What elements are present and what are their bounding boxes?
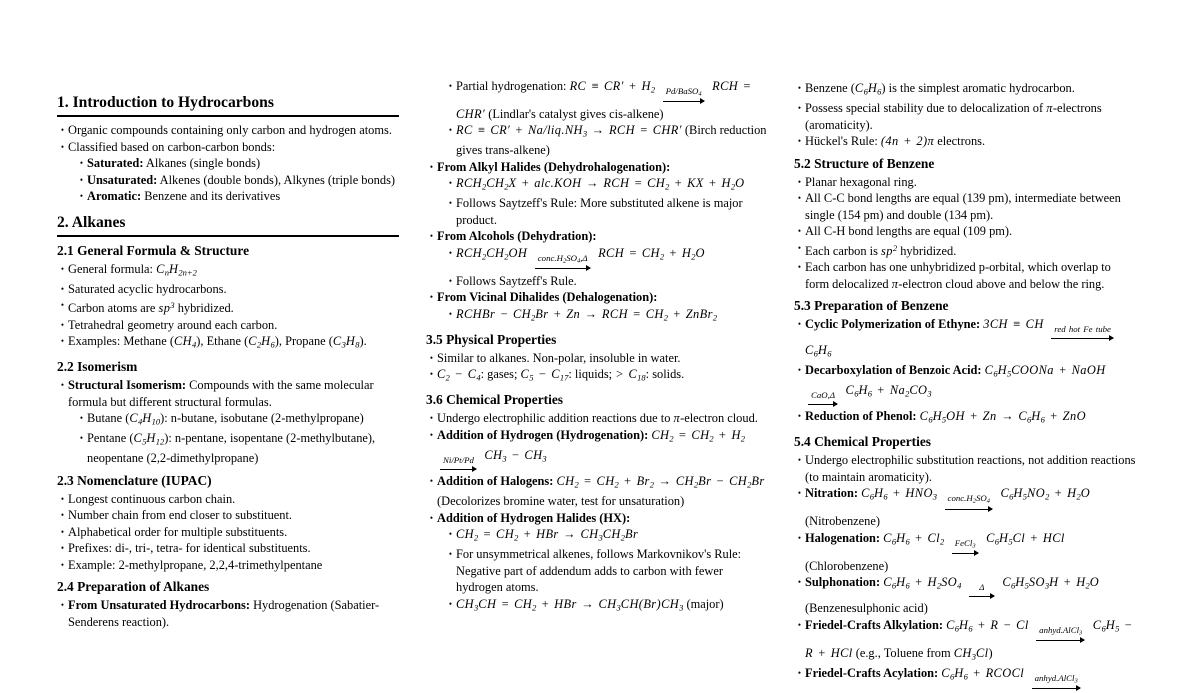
bullet-marker: • <box>797 319 802 329</box>
column-2 <box>426 78 770 616</box>
bullet-marker: • <box>60 283 65 294</box>
section-heading: 2. Alkanes <box>57 213 399 237</box>
bullet-marker: • <box>797 365 802 376</box>
arrow-shaft <box>440 465 477 473</box>
bullet-marker: • <box>429 512 434 523</box>
list-item <box>57 557 399 574</box>
arrow-shaft <box>663 98 705 106</box>
math-formula: $RCH_2CH_2OH$ $conc.H_2SO_4,\Delta$ RCH = $CH_2 + H_2O$ <box>456 246 705 260</box>
bullet-marker: • <box>797 577 802 588</box>
bullet-marker: • <box>797 103 802 113</box>
list-item <box>57 139 399 156</box>
bullet-marker: • <box>429 161 434 172</box>
list-item <box>426 175 770 195</box>
list-item <box>57 122 399 139</box>
reaction-condition-label: $conc.H_2SO_4$ <box>947 493 990 505</box>
bold-term: Addition of Hydrogen (Hydrogenation): <box>437 427 649 442</box>
bullet-marker: • <box>60 600 65 610</box>
list-item <box>57 597 399 630</box>
bullet-marker: • <box>448 598 453 609</box>
list-item-text: Unsaturated: Alkenes (double bonds), Alkynes (triple bonds) <box>87 172 396 187</box>
list-item <box>794 485 1138 529</box>
math-formula: $C_2 - C_4$ <box>437 367 481 383</box>
subsection-heading: 5.3 Preparation of Benzene <box>794 298 949 313</box>
math-formula: $C_6H_6$ + RCOCl anhyd.AlCl$_3$ <box>941 666 1083 680</box>
list-item-text: All C-H bond lengths are equal (109 pm). <box>805 224 1013 238</box>
list-item <box>794 240 1138 260</box>
bullet-marker: • <box>797 532 802 543</box>
reaction-arrow <box>1036 625 1085 645</box>
list-item-text <box>805 362 1138 408</box>
bold-term: Unsaturated: <box>87 172 158 187</box>
list-item-text: Each carbon has one unhybridized p-orbital, which overlap to form delocalized π-electron cloud above and below the ring. <box>805 260 1111 291</box>
subsection-heading: 2.2 Isomerism <box>57 359 138 374</box>
math-formula: $C_6H_6 + R - Cl$ anhyd.AlCl$_3$ $C_6H_5 - R$ + HCl <box>805 617 1133 660</box>
list-item-text: Carbon atoms are $sp^3$ hybridized. <box>68 300 234 315</box>
list-item-text: Classified based on carbon-carbon bonds: <box>68 139 276 154</box>
bullet-marker: • <box>60 493 65 504</box>
list-item-text: Friedel-Crafts Alkylation: $C_6H_6 + R - Cl$ anhyd.AlCl$_3$ $C_6H_5 - R$ + HCl (e.g., Toluene from $CH_3Cl$) <box>805 617 1133 662</box>
bullet-marker: • <box>797 488 802 499</box>
bullet-marker: • <box>60 510 65 520</box>
list-item-text: RC ≡ $CR' + Na/liq.NH_3$ → RCH = CHR′ (Birch reduction gives trans-alkene) <box>456 123 767 158</box>
reaction-condition-label: anhyd.AlCl$_3$ <box>1039 624 1083 637</box>
bullet-marker: • <box>429 231 434 242</box>
list-item-text: Follows Saytzeff's Rule: More substituted alkene is major product. <box>456 196 743 227</box>
bullet-marker: • <box>60 141 65 152</box>
bullet-marker: • <box>797 176 802 187</box>
list-item-text: $C_2 - C_4$: gases; $C_5 - C_{17}$: liquids; > $C_{18}$: solids. <box>437 367 685 383</box>
bullet-marker: • <box>79 191 84 201</box>
reaction-arrow <box>440 455 477 473</box>
list-item <box>794 80 1138 100</box>
reaction-arrow <box>663 86 705 106</box>
list-item-text: Undergo electrophilic addition reactions due to π-electron cloud. <box>437 411 758 426</box>
reaction-condition-label: anhyd.AlCl$_3$ <box>1034 672 1078 685</box>
arrow-shaft <box>808 400 838 408</box>
reaction-arrow <box>1051 324 1114 342</box>
list-item <box>794 316 1138 362</box>
math-formula: $C_4H_{10}$ <box>129 411 161 427</box>
bullet-marker: • <box>79 158 84 168</box>
bullet-marker: • <box>60 319 65 330</box>
list-item-text: General formula: $C_nH_{2n+2}$ <box>68 261 197 277</box>
bullet-marker: • <box>429 413 434 424</box>
list-item <box>426 510 770 527</box>
bullet-marker: • <box>448 178 453 189</box>
list-item-text: Planar hexagonal ring. <box>805 174 917 189</box>
bullet-marker: • <box>797 619 802 630</box>
list-item <box>794 100 1138 133</box>
bullet-marker: • <box>60 300 65 310</box>
bold-term: Nitration: <box>805 486 858 501</box>
bullet-marker: • <box>448 247 453 258</box>
bullet-marker: • <box>797 83 802 93</box>
list-item-text: All C-C bond lengths are equal (139 pm), intermediate between single (154 pm) and double (134 pm). <box>805 191 1121 222</box>
list-item-text: Longest continuous carbon chain. <box>68 491 236 506</box>
math-formula: > $C_{18}$ <box>615 367 646 383</box>
bold-term: Addition of Hydrogen Halides (HX): <box>437 510 631 525</box>
list-item-text: Pentane $(C_5H_{12})$: n-pentane, isopentane (2-methylbutane), neopentane (2,2-dimethylpropane) <box>87 431 376 465</box>
list-item <box>426 122 770 159</box>
list-item <box>57 261 399 281</box>
math-formula: (4n + 2)π <box>880 134 935 148</box>
math-formula: $C_nH_{2n+2}$ <box>156 261 197 277</box>
bullet-marker: • <box>429 369 434 380</box>
math-formula: $C_6H_5COONa$ + NaOH CaO,Δ $C_6H_6 + Na_2CO_3$ <box>805 363 1106 397</box>
bullet-marker: • <box>797 411 802 422</box>
list-item <box>57 317 399 334</box>
list-item <box>57 491 399 508</box>
bullet-marker: • <box>79 174 84 185</box>
math-formula: $CH_4$ <box>173 334 197 350</box>
list-item <box>57 430 399 467</box>
bullet-marker: • <box>448 198 453 209</box>
math-formula: $RCH_2CH_2X + alc.KOH$ → RCH = $CH_2$ + KX + $H_2O$ <box>456 176 745 192</box>
list-item-text <box>437 228 770 245</box>
reaction-condition-label: $conc.H_2SO_4,\Delta$ <box>537 252 588 265</box>
reaction-condition-label: CaO,Δ <box>811 390 836 401</box>
list-item <box>794 223 1138 240</box>
list-item <box>426 473 770 510</box>
list-item <box>426 427 770 473</box>
bold-term: Sulphonation: <box>805 575 881 590</box>
math-formula: π <box>1046 101 1053 115</box>
list-item <box>794 190 1138 223</box>
list-item-text <box>456 245 770 273</box>
reaction-arrow <box>1032 673 1081 693</box>
bold-term: From Vicinal Dihalides (Dehalogenation): <box>437 290 658 305</box>
list-item-text <box>437 427 770 473</box>
list-item <box>426 350 770 367</box>
list-item-text: From Unsaturated Hydrocarbons: Hydrogenation (Sabatier-Senderens reaction). <box>68 598 380 629</box>
math-formula: $C_6H_5OH + Zn \to C_6H_6$ + ZnO <box>919 409 1086 425</box>
math-formula: $CH_2 = CH_2 + H_2$ Ni/Pt/Pd $CH_3 - CH_3$ <box>437 428 745 462</box>
list-item <box>794 574 1138 617</box>
list-item <box>426 195 770 228</box>
arrow-shaft <box>1032 685 1081 693</box>
math-formula: $C_6H_6$ <box>854 81 882 97</box>
bullet-marker: • <box>60 125 65 135</box>
bullet-marker: • <box>429 429 434 440</box>
list-item-text <box>805 408 1138 428</box>
list-item <box>426 410 770 427</box>
subsection-heading: 3.5 Physical Properties <box>426 331 557 347</box>
math-formula: $C_2H_6$ <box>248 334 275 350</box>
list-item-text: $CH_3CH = CH_2$ + HBr → $CH_3CH(Br)CH_3$ (major) <box>456 596 724 613</box>
bold-term: Decarboxylation of Benzoic Acid: <box>805 363 982 378</box>
list-item-text: Benzene $(C_6H_6)$ is the simplest aromatic hydrocarbon. <box>805 81 1075 97</box>
bullet-marker: • <box>60 336 65 346</box>
bullet-marker: • <box>60 559 65 570</box>
bullet-marker: • <box>429 292 434 303</box>
list-item <box>426 306 770 326</box>
math-formula: $C_5 - C_{17}$ <box>520 367 569 383</box>
list-item <box>57 540 399 557</box>
bold-term: From Unsaturated Hydrocarbons: <box>68 598 250 612</box>
math-formula: $C_5H_{12}$ <box>133 431 165 447</box>
subsection-heading: 5.4 Chemical Properties <box>794 434 931 450</box>
bullet-marker: • <box>797 136 802 146</box>
list-item-text: Butane $(C_4H_{10})$: n-butane, isobutane (2-methylpropane) <box>87 411 364 427</box>
reaction-arrow <box>969 582 995 600</box>
list-item <box>57 507 399 524</box>
bullet-marker: • <box>797 667 802 678</box>
math-formula: π <box>891 276 899 291</box>
bullet-marker: • <box>60 263 65 274</box>
list-item <box>426 596 770 616</box>
math-formula: $C_3H_8$ <box>332 334 360 350</box>
list-item <box>426 366 770 386</box>
bullet-marker: • <box>79 413 84 423</box>
math-formula: $sp^3$ <box>158 300 175 315</box>
bullet-marker: • <box>797 455 802 466</box>
list-item <box>57 333 399 353</box>
bullet-marker: • <box>429 476 434 487</box>
list-item <box>57 297 399 317</box>
bullet-marker: • <box>448 308 453 319</box>
bold-term: Cyclic Polymerization of Ethyne: <box>805 317 981 331</box>
math-formula: π <box>673 411 681 426</box>
list-item-text: Similar to alkanes. Non-polar, insoluble in water. <box>437 350 681 365</box>
arrow-shaft <box>1036 637 1085 645</box>
reaction-condition-label: red hot Fe tube <box>1054 324 1111 334</box>
reaction-arrow <box>945 493 993 513</box>
list-item <box>426 546 770 596</box>
bullet-marker: • <box>797 242 802 253</box>
list-item <box>794 133 1138 150</box>
math-formula: $CH_2 = CH_2 + Br_2 \to CH_2Br - CH_2Br$ <box>556 474 765 490</box>
list-item-text: Saturated: Alkanes (single bonds) <box>87 156 261 170</box>
list-item-text: Examples: Methane $(CH_4)$, Ethane $(C_2H_6)$, Propane $(C_3H_8)$. <box>68 334 367 350</box>
arrow-shaft <box>952 550 979 558</box>
bold-term: Halogenation: <box>805 530 881 545</box>
math-formula: RC ≡ $CR' + Na/liq.NH_3$ → RCH = CHR′ <box>456 123 682 139</box>
list-item-text: For unsymmetrical alkenes, follows Markovnikov's Rule: Negative part of addendum adds to carbon with fewer hydrogen atoms. <box>456 547 742 595</box>
reaction-condition-label: Δ <box>979 582 985 593</box>
bullet-marker: • <box>448 529 453 540</box>
list-item <box>57 377 399 410</box>
list-item <box>426 228 770 245</box>
list-item-text: Follows Saytzeff's Rule. <box>456 273 577 288</box>
list-item-text: Nitration: $C_6H_6 + HNO_3$ $conc.H_2SO_4$ $C_6H_5NO_2 + H_2O$ (Nitrobenzene) <box>805 486 1091 529</box>
list-item <box>57 410 399 430</box>
bold-term: Structural Isomerism: <box>68 378 187 392</box>
list-item-text: Possess special stability due to delocalization of π-electrons (aromaticity). <box>805 101 1102 132</box>
list-item <box>794 362 1138 408</box>
bullet-marker: • <box>60 380 65 390</box>
math-formula: $CH_3CH = CH_2$ + HBr → $CH_3CH(Br)CH_3$ <box>456 596 684 613</box>
arrow-shaft <box>969 592 995 600</box>
list-item <box>426 245 770 273</box>
list-item <box>426 526 770 546</box>
list-item <box>57 281 399 298</box>
reaction-condition-label: Pd/BaSO$_4$ <box>665 86 702 98</box>
list-item <box>794 408 1138 428</box>
math-formula: $sp^2$ <box>881 242 898 258</box>
bullet-marker: • <box>60 526 65 537</box>
list-item <box>57 172 399 189</box>
list-item-text <box>805 665 1138 693</box>
bullet-marker: • <box>448 549 453 560</box>
list-item-text: Saturated acyclic hydrocarbons. <box>68 281 227 296</box>
list-item <box>794 530 1138 574</box>
math-formula: $C_6H_6 + HNO_3$ $conc.H_2SO_4$ $C_6H_5NO_2 + H_2O$ <box>861 486 1090 500</box>
bullet-marker: • <box>60 543 65 553</box>
reaction-condition-label: Ni/Pt/Pd <box>443 454 474 465</box>
subsection-heading: 3.6 Chemical Properties <box>426 392 563 408</box>
reaction-arrow <box>808 390 838 408</box>
math-formula: 3CH ≡ CH red hot Fe tube $C_6H_6$ <box>805 317 1117 357</box>
math-formula: $C_6H_6 + Cl_2$ FeCl$_3$ $C_6H_5Cl$ + HCl <box>883 531 1065 545</box>
subsection-heading: 2.4 Preparation of Alkanes <box>57 579 210 594</box>
subsection-heading: 5.2 Structure of Benzene <box>794 155 935 171</box>
arrow-shaft <box>1051 334 1114 342</box>
reaction-arrow <box>952 538 979 558</box>
math-formula: $CH_2 = CH_2$ + HBr → $CH_3CH_2Br$ <box>456 527 639 543</box>
list-item-text <box>456 526 770 546</box>
section-heading: 1. Introduction to Hydrocarbons <box>57 93 399 117</box>
arrow-shaft <box>945 505 993 513</box>
list-item-text <box>437 289 770 306</box>
list-item <box>57 188 399 205</box>
bullet-marker: • <box>448 275 453 286</box>
list-item-text: Tetrahedral geometry around each carbon. <box>68 317 278 332</box>
bullet-marker: • <box>448 125 453 136</box>
bullet-marker: • <box>797 262 802 272</box>
bold-term: Friedel-Crafts Alkylation: <box>805 617 943 632</box>
list-item <box>794 665 1138 693</box>
list-item <box>794 617 1138 665</box>
subsection-heading: 2.3 Nomenclature (IUPAC) <box>57 472 212 488</box>
bullet-marker: • <box>79 433 84 443</box>
list-item <box>57 155 399 172</box>
bold-term: Friedel-Crafts Acylation: <box>805 665 939 680</box>
math-formula: RC ≡ $CR' + H_2$ Pd/BaSO$_4$ RCH = CHR′ <box>456 79 752 121</box>
list-item-text <box>456 306 770 326</box>
list-item-text: Aromatic: Benzene and its derivatives <box>87 189 281 203</box>
list-item-text: Structural Isomerism: Compounds with the same molecular formula but different structural formulas. <box>68 378 374 409</box>
bullet-marker: • <box>797 226 802 236</box>
list-item <box>794 174 1138 191</box>
list-item-text <box>437 510 770 527</box>
list-item <box>426 289 770 306</box>
list-item-text: Organic compounds containing only carbon and hydrogen atoms. <box>68 123 392 137</box>
bullet-marker: • <box>797 193 802 203</box>
bold-term: From Alcohols (Dehydration): <box>437 229 597 244</box>
column-3 <box>794 80 1138 693</box>
bullet-marker: • <box>429 352 434 363</box>
list-item-text: Addition of Halogens: $CH_2 = CH_2 + Br_2 \to CH_2Br - CH_2Br$ (Decolorizes bromine water, test for unsaturation) <box>437 474 765 509</box>
list-item <box>426 159 770 176</box>
list-item-text: Halogenation: $C_6H_6 + Cl_2$ FeCl$_3$ $C_6H_5Cl$ + HCl (Chlorobenzene) <box>805 530 1065 573</box>
subsection-heading: 2.1 General Formula & Structure <box>57 242 250 258</box>
bold-term: Aromatic: <box>87 189 142 203</box>
column-1 <box>57 80 399 630</box>
list-item-text: Example: 2-methylpropane, 2,2,4-trimethylpentane <box>68 557 323 572</box>
list-item <box>794 259 1138 292</box>
list-item-text: Alphabetical order for multiple substituents. <box>68 524 288 539</box>
list-item-text <box>456 175 770 195</box>
list-item-text <box>805 316 1138 362</box>
list-item-text <box>437 159 770 176</box>
list-item-text: Number chain from end closer to substituent. <box>68 508 293 522</box>
list-item-text: Partial hydrogenation: RC ≡ $CR' + H_2$ Pd/BaSO$_4$ RCH = CHR′ (Lindlar's catalyst gives cis-alkene) <box>456 79 752 121</box>
math-formula: $CH_3Cl$ <box>953 645 989 662</box>
math-formula: RCHBr − $CH_2Br + Zn$ → RCH = $CH_2$ + ZnBr$_2$ <box>456 306 718 323</box>
bold-term: Saturated: <box>87 156 144 170</box>
list-item <box>794 452 1138 485</box>
bold-term: Reduction of Phenol: <box>805 409 917 424</box>
list-item-text: Prefixes: di-, tri-, tetra- for identical substituents. <box>68 541 311 555</box>
bold-term: Addition of Halogens: <box>437 474 554 489</box>
math-formula: $C_6H_6 + H_2SO_4$ Δ $C_6H_5SO_3H + H_2O$ <box>883 575 1099 589</box>
list-item-text: Undergo electrophilic substitution reactions, not addition reactions (to maintain aromaticity). <box>805 453 1136 484</box>
list-item-text: Each carbon is $sp^2$ hybridized. <box>805 242 957 258</box>
list-item <box>426 78 770 122</box>
bullet-marker: • <box>448 81 453 91</box>
reaction-condition-label: FeCl$_3$ <box>954 537 976 550</box>
list-item <box>57 524 399 541</box>
list-item-text: Hückel's Rule: (4n + 2)π electrons. <box>805 134 986 148</box>
list-item-text: Sulphonation: $C_6H_6 + H_2SO_4$ Δ $C_6H_5SO_3H + H_2O$ (Benzenesulphonic acid) <box>805 575 1100 616</box>
reaction-arrow <box>535 253 591 273</box>
arrow-shaft <box>535 265 591 273</box>
list-item <box>426 273 770 290</box>
bold-term: From Alkyl Halides (Dehydrohalogenation): <box>437 159 671 174</box>
